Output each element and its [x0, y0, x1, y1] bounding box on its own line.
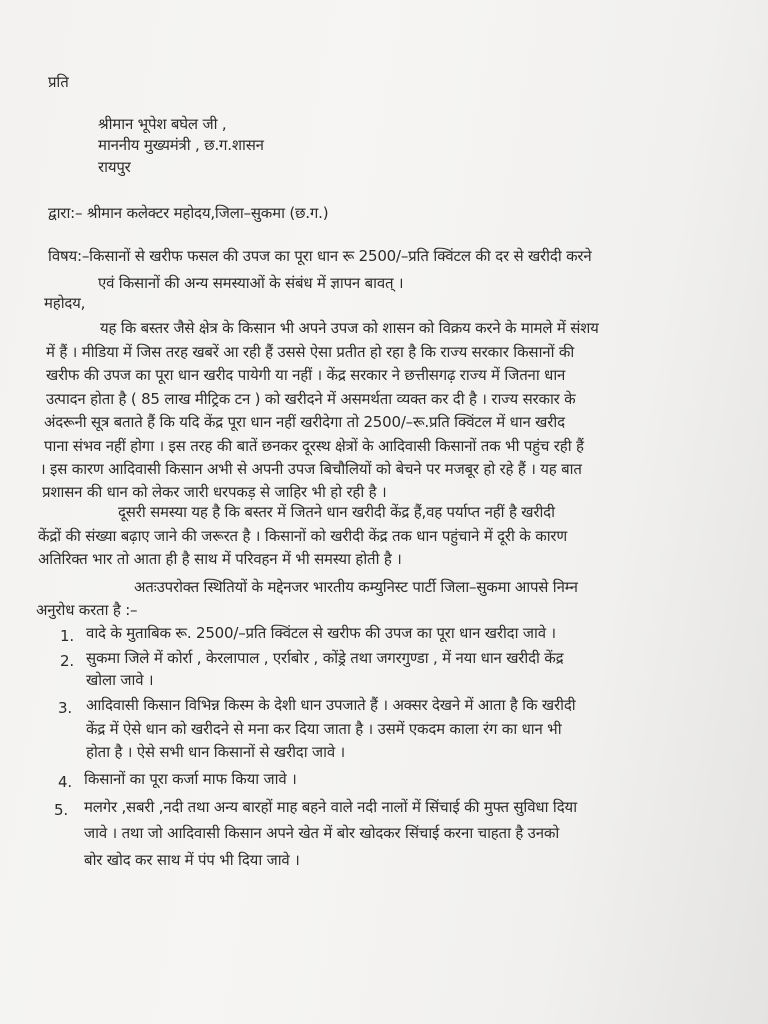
- para3-line-1: अतःउपरोक्त स्थितियों के मद्देनजर भारतीय कम्युनिस्ट पार्टी जिला–सुकमा आपसे निम्न: [134, 578, 578, 596]
- demand-3-line-2: केंद्र में ऐसे धान को खरीदने से मना कर दिया जाता है । उसमें एकदम काला रंग का धान भी: [86, 720, 562, 738]
- demand-3-number: 3.: [58, 699, 72, 717]
- subject-line-1: विषय:–किसानों से खरीफ फसल की उपज का पूरा धान रू 2500/–प्रति क्विंटल की दर से खरीदी करने: [48, 247, 592, 265]
- demand-5-line-1: मलगेर ,सबरी ,नदी तथा अन्य बारहों माह बहने वाले नदी नालों में सिंचाई की मुफ्त सुविधा दिया: [84, 798, 577, 816]
- addressee-city: रायपुर: [98, 158, 131, 176]
- demand-2-line-1: सुकमा जिले में कोर्रा , केरलापाल , एर्राबोर , कोंड्रे तथा जगरगुण्डा , में नया धान खरीदी केंद्र: [86, 649, 564, 667]
- para1-line-2: में हैं । मीडिया में जिस तरह खबरें आ रही हैं उससे ऐसा प्रतीत हो रहा है कि राज्य सरकार किसानों की: [46, 343, 575, 361]
- demand-5-line-3: बोर खोद कर साथ में पंप भी दिया जावे ।: [84, 851, 300, 869]
- subject-line-2: एवं किसानों की अन्य समस्याओं के संबंध में ज्ञापन बावत् ।: [98, 274, 404, 292]
- demand-2-line-2: खोला जावे ।: [86, 671, 154, 689]
- para3-line-2: अनुरोध करता है :–: [36, 601, 138, 619]
- para1-line-7: । इस कारण आदिवासी किसान अभी से अपनी उपज बिचौलियों को बेचने पर मजबूर हो रहे हैं । यह बात: [40, 460, 582, 478]
- para2-line-3: अतिरिक्त भार तो आता ही है साथ में परिवहन में भी समस्या होती है ।: [38, 550, 402, 568]
- demand-3-line-3: होता है । ऐसे सभी धान किसानों से खरीदा जावे ।: [86, 743, 346, 761]
- addressee-title: माननीय मुख्यमंत्री , छ.ग.शासन: [98, 136, 264, 154]
- demand-5-number: 5.: [54, 801, 68, 819]
- demand-2-number: 2.: [60, 652, 74, 670]
- demand-3-line-1: आदिवासी किसान विभिन्न किस्म के देशी धान उपजाते हैं । अक्सर देखने में आता है कि खरीदी: [86, 696, 576, 714]
- demand-1-line-1: वादे के मुताबिक रू. 2500/–प्रति क्विंटल से खरीफ की उपज का पूरा धान खरीदा जावे ।: [86, 624, 556, 642]
- demand-5-line-2: जावे । तथा जो आदिवासी किसान अपने खेत में बोर खोदकर सिंचाई करना चाहता है उनको: [84, 824, 560, 842]
- para1-line-1: यह कि बस्तर जैसे क्षेत्र के किसान भी अपने उपज को शासन को विक्रय करने के मामले में संशय: [100, 319, 599, 337]
- demand-1-number: 1.: [60, 627, 74, 645]
- demand-4-line-1: किसानों का पूरा कर्जा माफ किया जावे ।: [84, 770, 297, 788]
- para2-line-1: दूसरी समस्या यह है कि बस्तर में जितने धान खरीदी केंद्र हैं,वह पर्याप्त नहीं है खरीदी: [118, 503, 555, 521]
- through-line: द्वारा:– श्रीमान कलेक्टर महोदय,जिला–सुकमा (छ.ग.): [48, 204, 329, 222]
- para1-line-5: अंदरूनी सूत्र बताते हैं कि यदि केंद्र पूरा धान नहीं खरीदेगा तो 2500/–रू.प्रति क्विंटल में धान खरीद: [44, 413, 565, 431]
- salutation: महोदय,: [44, 294, 86, 312]
- demand-4-number: 4.: [58, 773, 72, 791]
- para1-line-3: खरीफ की उपज का पूरा धान खरीद पायेगी या नहीं । केंद्र सरकार ने छत्तीसगढ़ राज्य में जितना धान: [46, 366, 566, 384]
- prati-label: प्रति: [48, 73, 69, 91]
- para1-line-8: प्रशासन की धान को लेकर जारी धरपकड़ से जाहिर भी हो रही है ।: [42, 483, 387, 501]
- para1-line-6: पाना संभव नहीं होगा । इस तरह की बातें छनकर दूरस्थ क्षेत्रों के आदिवासी किसानों तक भी पहुंच रही हैं: [44, 437, 584, 455]
- para2-line-2: केंद्रों की संख्या बढ़ाए जाने की जरूरत है । किसानों को खरीदी केंद्र तक धान पहुंचाने में दूरी के कारण: [38, 527, 567, 545]
- para1-line-4: उत्पादन होता है ( 85 लाख मीट्रिक टन ) को खरीदने में असमर्थता व्यक्त कर दी है । राज्य सरकार के: [46, 390, 576, 408]
- addressee-name: श्रीमान भूपेश बघेल जी ,: [98, 115, 227, 133]
